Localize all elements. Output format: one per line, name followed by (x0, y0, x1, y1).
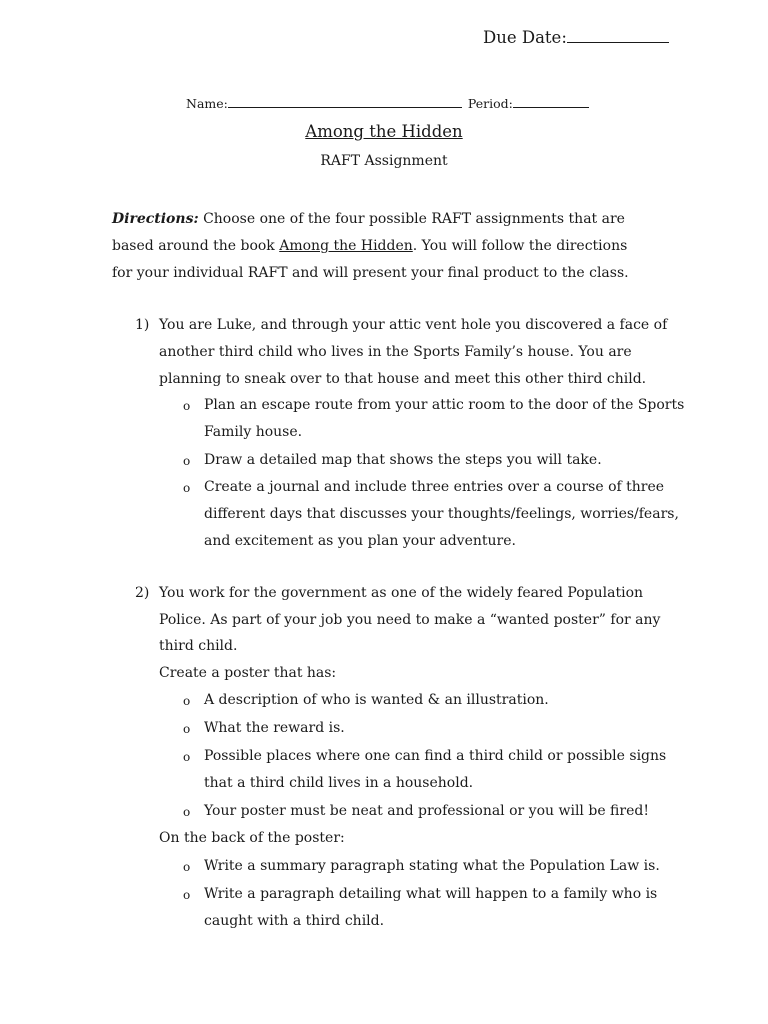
period-blank (513, 106, 589, 108)
name-label: Name: (186, 96, 228, 111)
bullet-text: Write a paragraph detailing what will happen to a family who is (204, 886, 658, 902)
bullet-text: and excitement as you plan your adventure. (204, 533, 516, 549)
directions-paragraph: Directions: Choose one of the four possible RAFT assignments that are based around the book Among the Hidden. You will follow the directions for your individual RAFT and will present your final product to the class. (112, 211, 629, 281)
bullet-text: Draw a detailed map that shows the steps you will take. (204, 452, 602, 468)
item-1-line: You are Luke, and through your attic vent hole you discovered a face of (159, 317, 668, 333)
bullet-text: different days that discusses your thoughts/feelings, worries/fears, (204, 506, 679, 522)
name-period-line (186, 96, 589, 111)
item-1-line: planning to sneak over to that house and meet this other third child. (159, 371, 647, 387)
bullet-marker: o (183, 722, 191, 736)
item-1-line: another third child who lives in the Sports Family’s house. You are (159, 344, 632, 360)
bullet-marker: o (183, 454, 191, 468)
bullet-marker: o (183, 399, 191, 413)
bullet-marker: o (183, 481, 191, 495)
bullet-text: Plan an escape route from your attic room to the door of the Sports (204, 397, 685, 413)
book-title: Among the Hidden (279, 238, 413, 254)
bullet-text: What the reward is. (204, 720, 345, 736)
bullet-text: Create a journal and include three entries over a course of three (204, 479, 665, 495)
directions-label: Directions: (112, 211, 199, 227)
bullet-text: Family house. (204, 424, 303, 440)
bullet-marker: o (183, 888, 191, 902)
item-2-line: Police. As part of your job you need to make a “wanted poster” for any (159, 612, 661, 628)
item-1-number: 1) (135, 317, 150, 333)
bullet-text: that a third child lives in a household. (204, 775, 474, 791)
poster-front-label: Create a poster that has: (159, 665, 337, 681)
due-date-label: Due Date: (483, 28, 567, 47)
document-title: Among the Hidden (305, 122, 463, 141)
due-date-field (483, 28, 669, 47)
bullet-marker: o (183, 694, 191, 708)
bullet-marker: o (183, 860, 191, 874)
bullet-text: Write a summary paragraph stating what the Population Law is. (204, 858, 660, 874)
bullet-text: Your poster must be neat and professional or you will be fired! (204, 803, 649, 819)
item-2-number: 2) (135, 585, 150, 601)
item-2-line: third child. (159, 638, 238, 654)
poster-back-label: On the back of the poster: (159, 830, 345, 846)
bullet-text: caught with a third child. (204, 913, 385, 929)
document-subtitle: RAFT Assignment (320, 153, 448, 169)
period-label: Period: (467, 96, 513, 111)
bullet-text: Possible places where one can find a third child or possible signs (204, 748, 667, 764)
bullet-marker: o (183, 805, 191, 819)
bullet-text: A description of who is wanted & an illustration. (204, 692, 549, 708)
name-blank (228, 106, 462, 108)
due-date-blank (567, 41, 669, 43)
bullet-marker: o (183, 750, 191, 764)
item-2-line: You work for the government as one of the widely feared Population (159, 585, 644, 601)
